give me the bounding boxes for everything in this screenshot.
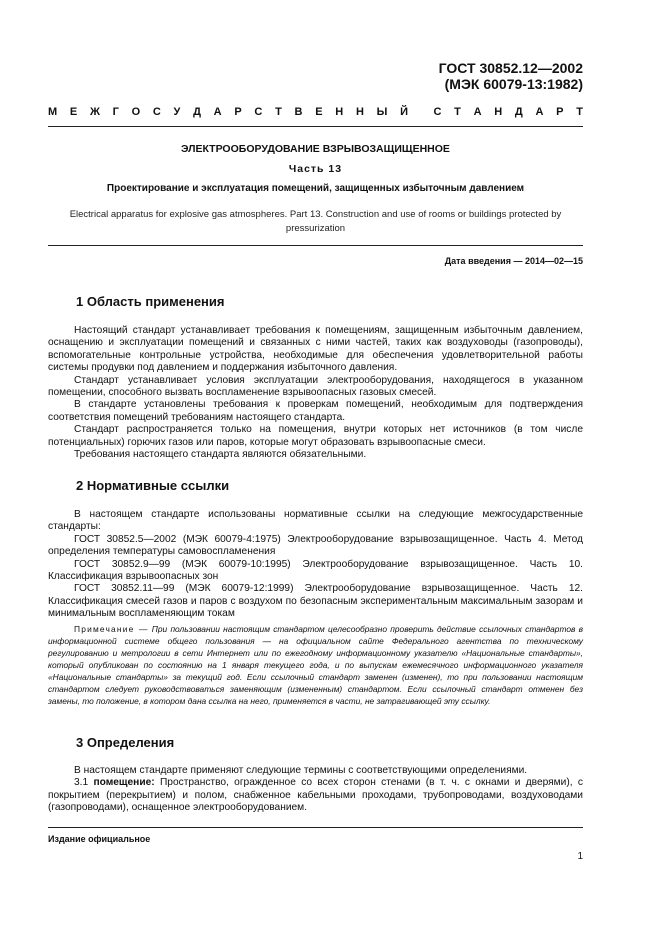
paragraph: Требования настоящего стандарта являются обязательными. xyxy=(74,449,367,461)
paragraph: В стандарте установлены требования к проверкам помещений, необходимым для подтверждения соответствия помещений требованиям настоящего стандарта. xyxy=(48,399,583,423)
reference-item: ГОСТ 30852.11—99 (МЭК 60079-12:1999) Электрооборудование взрывозащищенное. Часть 12. Классификация смесей газов и паров с воздухом по безопасным экспериментальным максимальным зазорам и минимальным воспламеняющим токам xyxy=(48,583,583,620)
banner-letter: Н xyxy=(335,106,344,118)
banner-letter: А xyxy=(213,106,222,118)
reference-item: ГОСТ 30852.5—2002 (МЭК 60079-4:1975) Электрооборудование взрывозащищенное. Часть 4. Метод определения температуры самовоспламенения xyxy=(48,533,583,558)
banner-letter: Й xyxy=(400,106,409,118)
standard-title: ЭЛЕКТРООБОРУДОВАНИЕ ВЗРЫВОЗАЩИЩЕННОЕ xyxy=(181,143,450,155)
banner-letter: У xyxy=(173,106,181,118)
banner-letter: А xyxy=(473,106,482,118)
banner-letter: Н xyxy=(355,106,364,118)
interstate-standard-banner xyxy=(48,106,583,118)
banner-letter: М xyxy=(48,106,58,118)
banner-letter: В xyxy=(294,106,303,118)
banner-letter: Е xyxy=(315,106,323,118)
standard-part: Часть 13 xyxy=(288,163,343,175)
note-label: Примечание — xyxy=(74,624,149,634)
section-1-body xyxy=(48,325,583,461)
banner-letter: Т xyxy=(454,106,461,118)
date-of-introduction: Дата введения — 2014—02—15 xyxy=(444,256,583,266)
reference-item: ГОСТ 30852.9—99 (МЭК 60079-10:1995) Электрооборудование взрывозащищенное. Часть 10. Классификация взрывоопасных зон xyxy=(48,558,583,583)
standard-code-line2: (МЭК 60079-13:1982) xyxy=(444,76,583,92)
term: помещение: xyxy=(93,777,155,789)
banner-letter: Ы xyxy=(376,106,388,118)
section-3-heading: 3 Определения xyxy=(76,735,175,750)
banner-letter: Д xyxy=(193,106,201,118)
banner-letter: Р xyxy=(556,106,564,118)
section-2-body xyxy=(48,509,583,621)
banner-letter: С xyxy=(254,106,263,118)
paragraph: Стандарт распространяется только на помещения, внутри которых нет источников (в том числе потенциальных) горючих газов или паров, которые могут образовать взрывоопасные смеси. xyxy=(48,424,583,448)
header-rule xyxy=(48,126,583,127)
footer-rule xyxy=(48,827,583,828)
paragraph: В настоящем стандарте применяют следующие термины с соответствующими определениями. xyxy=(74,765,528,776)
edition-label: Издание официальное xyxy=(48,834,151,844)
paragraph: Настоящий стандарт устанавливает требования к помещениям, защищенным избыточным давлением, оснащению и эксплуатации помещений и связанных с ними частей, таких как воздуховоды (газопроводы), вспомогательные контрольные устройства, необходимые для обеспечения удовлетворительной работы системы продувки под давлением и поддержания избыточного давления. xyxy=(48,325,583,374)
section-1-heading: 1 Область применения xyxy=(76,294,225,309)
banner-letter: Т xyxy=(576,106,583,118)
note-text: При пользовании настоящим стандартом целесообразно проверить действие ссылочных стандартов в информационной системе общего пользования — на официальном сайте Федерального агентства по техническому регулированию и метрологии в сети Интернет или по ежегодному информационному указателю «Национальные стандарты», который опубликован по состоянию на 1 января текущего года, и по выпускам ежемесячного информационного указателя «Национальные стандарты» за текущий год. Если ссылочный стандарт заменен (изменен), то при пользовании настоящим стандартом следует руководствоваться заменяющим (измененным) стандартом. Если ссылочный стандарт отменен без замены, то положение, в котором дана ссылка на него, применяется в части, не затрагивающей эту ссылку. xyxy=(48,624,584,706)
banner-letter: О xyxy=(131,106,141,118)
section-2-note xyxy=(48,623,583,707)
banner-letter: Ж xyxy=(89,106,100,118)
term-definition xyxy=(48,777,583,814)
english-title-line1: Electrical apparatus for explosive gas atmospheres. Part 13. Construction and use of rooms or buildings protected by xyxy=(69,209,562,220)
banner-letter: Е xyxy=(69,106,78,118)
definition: Пространство, огражденное со всех сторон стенами (в т. ч. с окнами и дверями), с покрытием (перекрытием) и полом, снабженное кабельными проходами, трубопроводами, воздуховодами (газопроводами), оснащенное электрооборудованием. xyxy=(48,777,583,814)
section-3-body xyxy=(48,765,583,815)
banner-letter: С xyxy=(152,106,161,118)
banner-letter: Г xyxy=(112,106,119,118)
banner-letter: А xyxy=(535,106,544,118)
banner-letter: Д xyxy=(514,106,523,118)
banner-letter: Р xyxy=(234,106,242,118)
standard-code xyxy=(439,60,583,92)
standard-code-line1: ГОСТ 30852.12—2002 xyxy=(438,60,583,76)
english-title-line2: pressurization xyxy=(285,223,346,234)
standard-subtitle: Проектирование и эксплуатация помещений, защищенных избыточным давлением xyxy=(106,183,525,194)
term-number: 3.1 xyxy=(74,777,89,789)
section-2-heading: 2 Нормативные ссылки xyxy=(76,478,230,493)
banner-letter: Т xyxy=(275,106,282,118)
paragraph: Стандарт устанавливает условия эксплуатации электрооборудования, находящегося в указанном помещении, способного вызвать воспламенение взрывоопасных газовых смесей. xyxy=(48,374,583,399)
banner-letter: С xyxy=(433,106,442,118)
paragraph: В настоящем стандарте использованы нормативные ссылки на следующие межгосударственные стандарты: xyxy=(48,509,583,533)
english-title xyxy=(48,208,583,236)
page-number: 1 xyxy=(577,851,583,862)
title-rule xyxy=(48,245,583,246)
banner-letter: Н xyxy=(494,106,503,118)
